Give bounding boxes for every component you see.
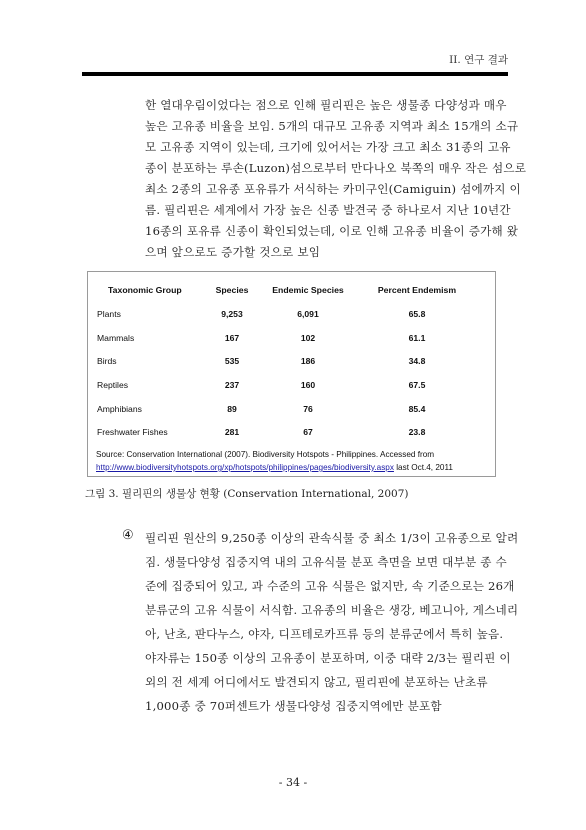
text-line: 야자류는 150종 이상의 고유종이 분포하며, 이중 대략 2/3는 필리핀 이: [145, 651, 511, 665]
table-source-citation: [96, 463, 453, 472]
text-line: 한 열대우림이었다는 점으로 인해 필리핀은 높은 생물종 다양성과 매우: [145, 98, 507, 112]
text-line: 아, 난초, 판다누스, 야자, 디프테로카프류 등의 분류군에서 특히 높음.: [145, 627, 504, 641]
table-cell-endemic: 160: [300, 380, 316, 390]
text-line: 짐. 생물다양성 집중지역 내의 고유식물 분포 측면을 보면 대부분 종 수: [145, 555, 507, 569]
table-cell-group: Mammals: [97, 333, 135, 343]
text-line: 높은 고유종 비율을 보임. 5개의 대규모 고유종 지역과 최소 15개의 소규: [145, 119, 519, 133]
table-cell-group: Plants: [97, 309, 121, 319]
table-cell-percent: 65.8: [408, 309, 426, 319]
table-cell-group: Freshwater Fishes: [97, 427, 168, 437]
table-cell-percent: 23.8: [408, 427, 426, 437]
table-cell-endemic: 76: [303, 404, 313, 414]
page-number: - 34 -: [278, 776, 308, 789]
table-cell-endemic: 186: [300, 356, 316, 366]
header-rule: [82, 72, 508, 76]
table-header-species: Species: [215, 285, 249, 295]
running-header-label: II. 연구 결과: [449, 54, 508, 66]
item-4-marker: ④: [122, 528, 134, 543]
table-source-text: Source: Conservation International (2007). Biodiversity Hotspots - Philippines. Accessed from: [96, 450, 435, 459]
text-line: 분류군의 고유 식물이 서식함. 고유종의 비율은 생강, 베고니아, 게스네리: [145, 603, 519, 617]
figure-caption: 그림 3. 필리핀의 생물상 현황 (Conservation International, 2007): [85, 488, 409, 500]
text-line: 1,000종 중 70퍼센트가 생물다양성 집중지역에만 분포함: [145, 699, 442, 713]
text-line: 으며 앞으로도 증가할 것으로 보임: [145, 245, 321, 259]
table-header-endemic-species: Endemic Species: [272, 285, 344, 295]
biodiversity-table: [87, 271, 496, 477]
table-cell-percent: 85.4: [408, 404, 426, 414]
text-line: 최소 2종의 고유종 포유류가 서식하는 카미구인(Camiguin) 섬에까지 이: [145, 182, 521, 196]
text-line: 16종의 포유류 신종이 확인되었는데, 이로 인해 고유종 비율이 증가해 왔: [145, 224, 519, 238]
table-cell-group: Reptiles: [97, 380, 129, 390]
source-access-date: last Oct.4, 2011: [393, 463, 453, 472]
text-line: 외의 전 세계 어디에서도 발견되지 않고, 필리핀에 분포하는 난초류: [145, 675, 488, 689]
table-cell-percent: 34.8: [408, 356, 426, 366]
table-cell-species: 167: [224, 333, 240, 343]
table-cell-species: 535: [224, 356, 240, 366]
text-line: 종이 분포하는 루손(Luzon)섬으로부터 만다나오 북쪽의 매우 작은 섬으로: [145, 161, 527, 175]
table-cell-endemic: 102: [300, 333, 316, 343]
table-cell-species: 237: [224, 380, 240, 390]
table-cell-percent: 67.5: [408, 380, 426, 390]
table-cell-species: 9,253: [221, 309, 243, 319]
text-line: 준에 집중되어 있고, 과 수준의 고유 식물은 없지만, 속 기준으로는 26개: [145, 579, 515, 593]
table-cell-endemic: 67: [303, 427, 313, 437]
table-cell-percent: 61.1: [408, 333, 426, 343]
table-cell-group: Birds: [97, 356, 117, 366]
text-line: 필리핀 원산의 9,250종 이상의 관속식물 중 최소 1/3이 고유종으로 알려: [145, 531, 519, 545]
table-header-percent-endemism: Percent Endemism: [377, 285, 457, 295]
text-line: 름. 필리핀은 세계에서 가장 높은 신종 발견국 중 하나로서 지난 10년간: [145, 203, 511, 217]
source-link[interactable]: http://www.biodiversityhotspots.org/xp/hotspots/philippines/pages/biodiversity.aspx: [96, 463, 394, 472]
text-line: 모 고유종 지역이 있는데, 크기에 있어서는 가장 크고 최소 31종의 고유: [145, 140, 511, 154]
table-cell-endemic: 6,091: [297, 309, 319, 319]
table-cell-species: 281: [224, 427, 240, 437]
table-cell-species: 89: [227, 404, 237, 414]
table-cell-group: Amphibians: [97, 404, 142, 414]
table-header-taxonomic-group: Taxonomic Group: [108, 285, 182, 295]
